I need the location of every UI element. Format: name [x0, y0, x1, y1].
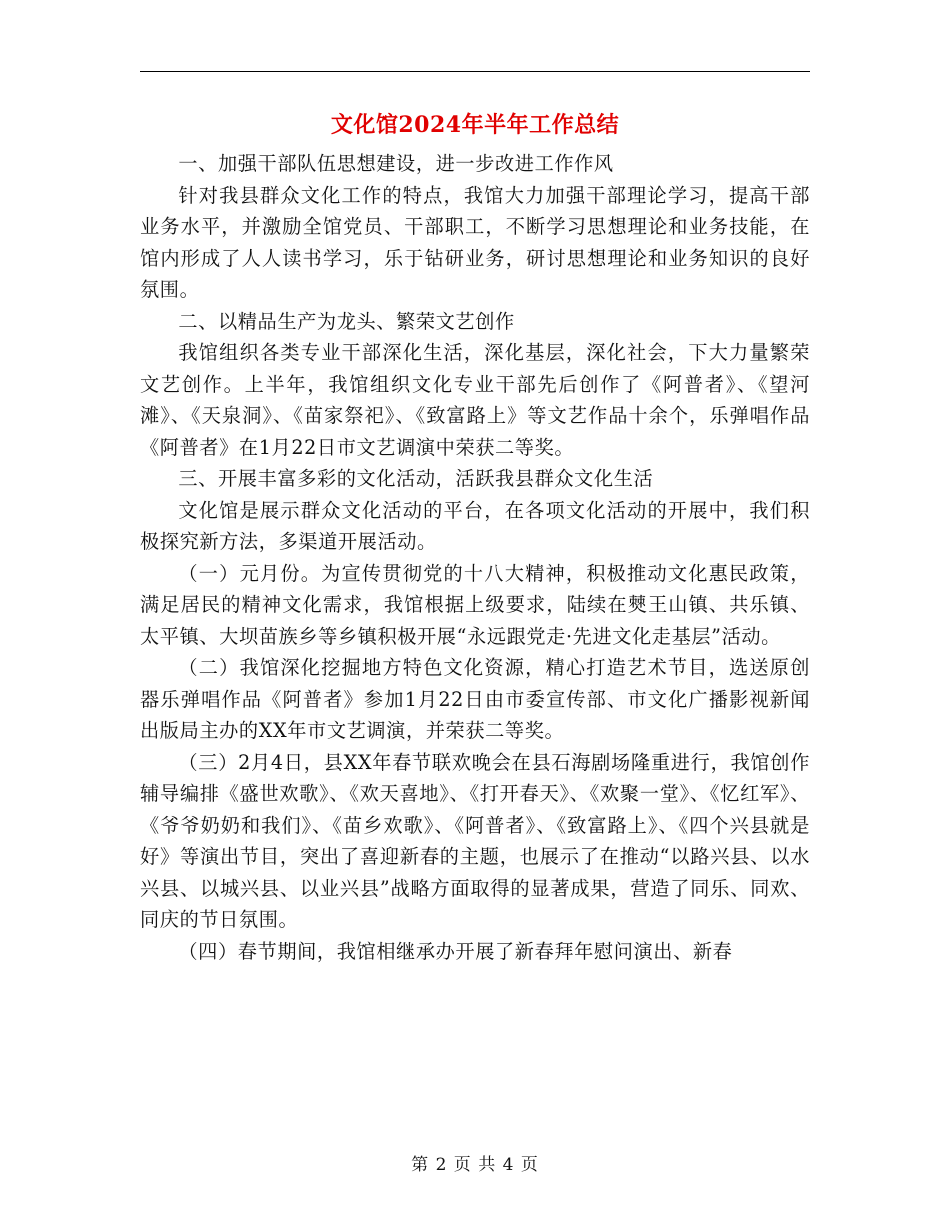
document-title: 文化馆2024年半年工作总结	[330, 112, 620, 138]
list-item-1: （一）元月份。为宣传贯彻党的十八大精神，积极推动文化惠民政策，满足居民的精神文化需求，我馆根据上级要求，陆续在僰王山镇、共乐镇、太平镇、大坝苗族乡等乡镇积极开展“永远跟党走·先进文化走基层”活动。	[140, 561, 810, 648]
body-paragraph: 文化馆是展示群众文化活动的平台，在各项文化活动的开展中，我们积极探究新方法，多渠道开展活动。	[140, 498, 810, 553]
section-heading-2: 二、以精品生产为龙头、繁荣文艺创作	[178, 309, 515, 333]
body-paragraph: 针对我县群众文化工作的特点，我馆大力加强干部理论学习，提高干部业务水平，并激励全馆党员、干部职工，不断学习思想理论和业务技能，在馆内形成了人人读书学习，乐于钻研业务，研讨思想理论和业务知识的良好氛围。	[140, 183, 810, 301]
list-item-4: （四）春节期间，我馆相继承办开展了新春拜年慰问演出、新春	[178, 939, 733, 963]
header-rule	[140, 71, 810, 72]
list-item-2: （二）我馆深化挖掘地方特色文化资源，精心打造艺术节目，选送原创器乐弹唱作品《阿普者》参加1月22日由市委宣传部、市文化广播影视新闻出版局主办的XX年市文艺调演，并荣获二等奖。	[140, 656, 810, 742]
section-heading-3: 三、开展丰富多彩的文化活动，活跃我县群众文化生活	[178, 467, 654, 490]
section-heading-1: 一、加强干部队伍思想建设，进一步改进工作作风	[178, 152, 614, 175]
document-body	[140, 148, 810, 967]
body-paragraph: 我馆组织各类专业干部深化生活，深化基层，深化社会，下大力量繁荣文艺创作。上半年，我馆组织文化专业干部先后创作了《阿普者》、《望河滩》、《天泉洞》、《苗家祭祀》、《致富路上》等文艺作品十余个，乐弹唱作品《阿普者》在1月22日市文艺调演中荣获二等奖。	[140, 341, 810, 459]
page-number-footer: 第 2 页 共 4 页	[411, 1155, 539, 1175]
list-item-3: （三）2月4日，县XX年春节联欢晚会在县石海剧场隆重进行，我馆创作辅导编排《盛世欢歌》、《欢天喜地》、《打开春天》、《欢聚一堂》、《忆红军》、《爷爷奶奶和我们》、《苗乡欢歌》、《阿普者》、《致富路上》、《四个兴县就是好》等演出节目，突出了喜迎新春的主题，也展示了在推动“以路兴县、以水兴县、以城兴县、以业兴县”战略方面取得的显著成果，营造了同乐、同欢、同庆的节日氛围。	[140, 750, 810, 931]
